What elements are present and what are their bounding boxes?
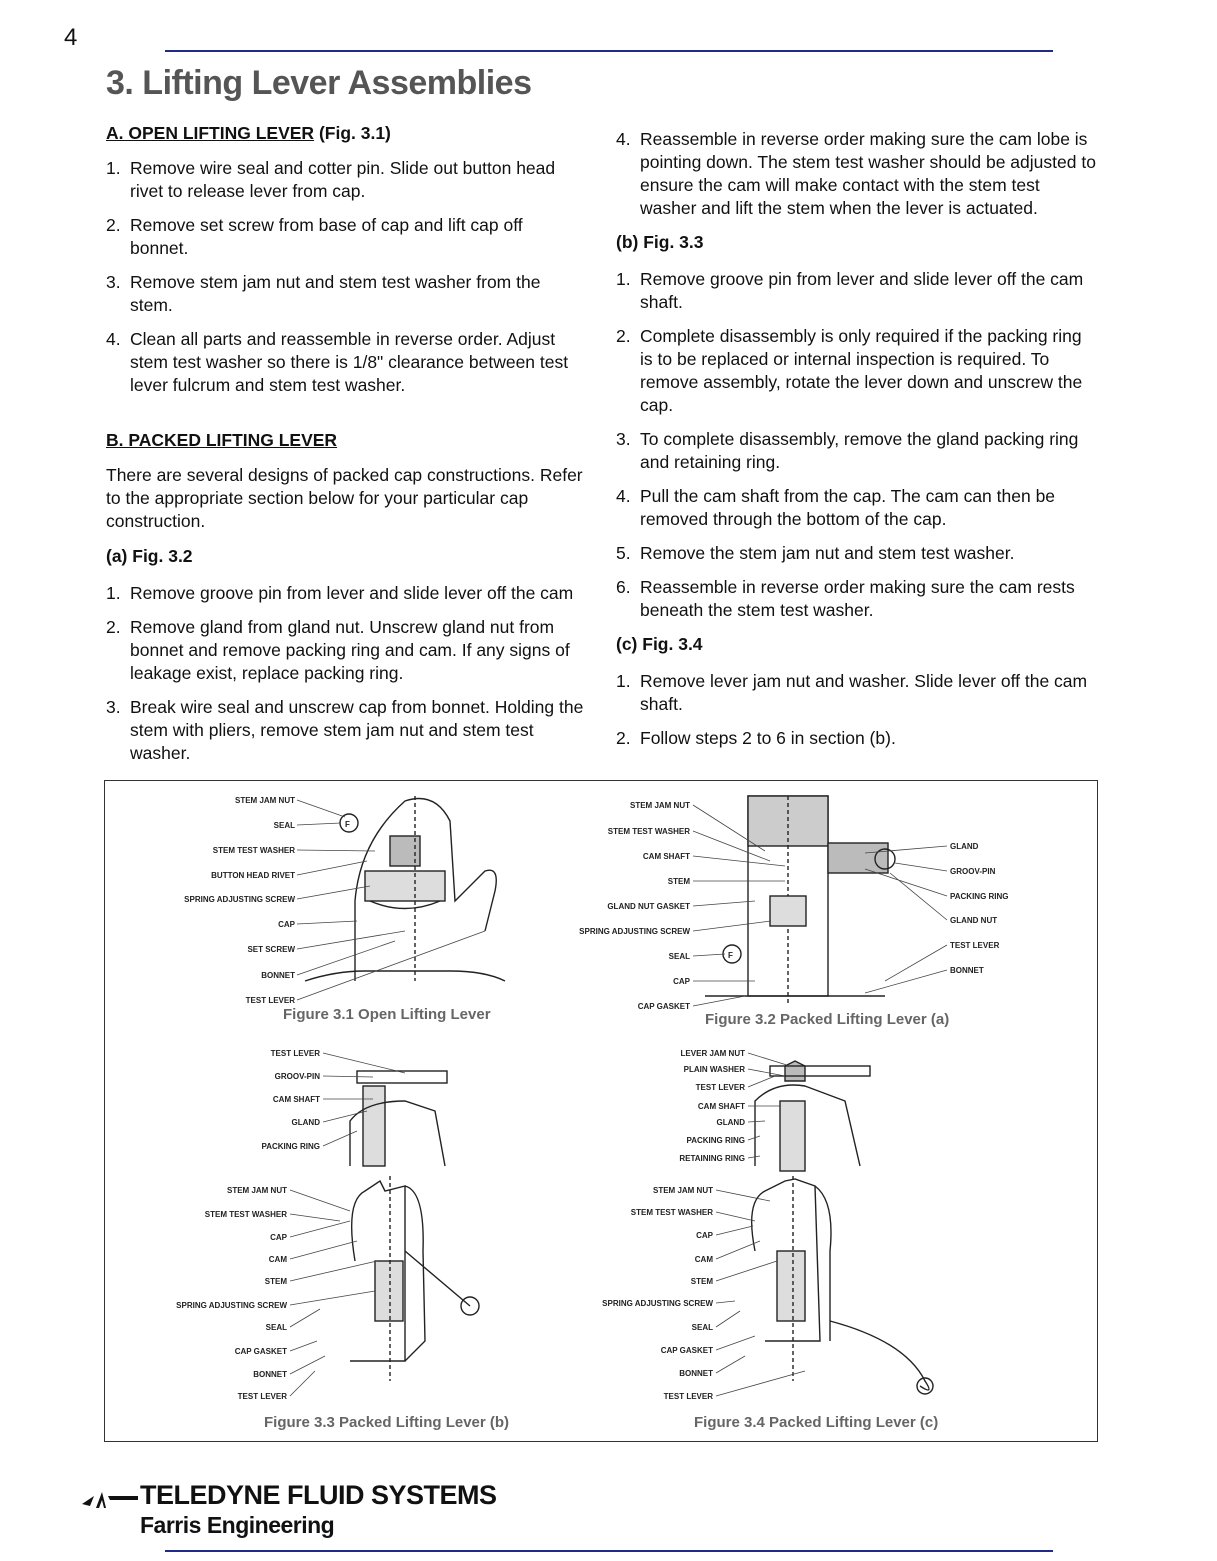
fig33-label: GLAND: [291, 1118, 320, 1127]
fig34-label: STEM TEST WASHER: [630, 1208, 713, 1217]
subsection-c-steps: [616, 670, 1098, 750]
fig33-label: STEM: [264, 1277, 287, 1286]
fig33-label: CAM SHAFT: [272, 1095, 320, 1104]
fig31-label: SEAL: [273, 821, 295, 830]
section-a-ref: (Fig. 3.1): [314, 123, 391, 143]
fig34-label: CAP: [696, 1231, 713, 1240]
fig34-label: TEST LEVER: [695, 1083, 745, 1092]
fig34-label: SPRING ADJUSTING SCREW: [602, 1299, 713, 1308]
fig34-label: CAP GASKET: [660, 1346, 713, 1355]
fig31-label: BUTTON HEAD RIVET: [211, 871, 295, 880]
fig32-label: STEM: [667, 877, 690, 886]
teledyne-logo-icon: [80, 1486, 140, 1516]
fig34-label: CAM: [694, 1255, 713, 1264]
list-item: 1. Remove lever jam nut and washer. Slide lever off the cam shaft.: [616, 671, 1088, 714]
fig33-drawing: [350, 1071, 479, 1381]
list-item: 4. Reassemble in reverse order making sure the cam lobe is pointing down. The stem test washer should be adjusted to ensure the cam will make contact with the stem test washer and lift the stem when the lever is actuated.: [616, 129, 1096, 218]
list-item: 2. Follow steps 2 to 6 in section (b).: [616, 728, 896, 748]
left-column: [106, 122, 584, 776]
fig32-label: GROOV-PIN: [950, 867, 996, 876]
fig32-label: GLAND NUT GASKET: [607, 902, 690, 911]
page-title: 3. Lifting Lever Assemblies: [106, 64, 532, 102]
figures-panel: [104, 780, 1098, 1442]
fig31-label: SET SCREW: [247, 945, 295, 954]
fig34-label: BONNET: [679, 1369, 713, 1378]
fig34-label: RETAINING RING: [679, 1154, 745, 1163]
subsection-a-steps-cont: [616, 128, 1098, 220]
fig31-drawing: [305, 796, 505, 981]
top-rule: [165, 50, 1053, 52]
list-item: 2. Remove set screw from base of cap and lift cap off bonnet.: [106, 215, 523, 258]
fig31-caption: Figure 3.1 Open Lifting Lever: [283, 1006, 491, 1023]
fig34-label: STEM: [690, 1277, 713, 1286]
fig33-label: STEM TEST WASHER: [204, 1210, 287, 1219]
fig34-caption: Figure 3.4 Packed Lifting Lever (c): [694, 1414, 939, 1431]
fig34-label: STEM JAM NUT: [653, 1186, 713, 1195]
list-item: 4. Pull the cam shaft from the cap. The cam can then be removed through the bottom of the cap.: [616, 486, 1056, 529]
subsection-c-heading: (c) Fig. 3.4: [616, 634, 703, 654]
list-item: 1. Remove groove pin from lever and slide lever off the cam: [106, 583, 574, 603]
fig33-label: CAM: [268, 1255, 287, 1264]
fig33-label: GROOV-PIN: [274, 1072, 320, 1081]
list-item: 3. To complete disassembly, remove the gland packing ring and retaining ring.: [616, 429, 1079, 472]
fig32-label: GLAND: [950, 842, 979, 851]
fig32-caption: Figure 3.2 Packed Lifting Lever (a): [705, 1011, 950, 1028]
fig31-label: BONNET: [261, 971, 295, 980]
fig32-label: PACKING RING: [950, 892, 1009, 901]
fig33-label: PACKING RING: [261, 1142, 320, 1151]
list-item: 6. Reassemble in reverse order making sure the cam rests beneath the stem test washer.: [616, 577, 1075, 620]
company-name: TELEDYNE FLUID SYSTEMS: [140, 1480, 497, 1510]
fig32-drawing: [705, 796, 895, 1006]
bottom-rule: [165, 1550, 1053, 1552]
fig32-label: BONNET: [950, 966, 984, 975]
fig33-label: SPRING ADJUSTING SCREW: [176, 1301, 287, 1310]
list-item: 4. Clean all parts and reassemble in reverse order. Adjust stem test washer so there is 1/8" clearance between test lever fulcrum and stem test washer.: [106, 329, 569, 395]
fig31-label: STEM TEST WASHER: [212, 846, 295, 855]
section-b-title: B. PACKED LIFTING LEVER: [106, 430, 338, 450]
fig31-label: TEST LEVER: [245, 996, 295, 1005]
subsection-b-steps: [616, 268, 1098, 622]
list-item: 1. Remove groove pin from lever and slide lever off the cam shaft.: [616, 269, 1084, 312]
fig34-label: PLAIN WASHER: [683, 1065, 745, 1074]
fig33-label: CAP: [270, 1233, 287, 1242]
fig33-labels-bottom: [176, 1186, 287, 1401]
division-name: Farris Engineering: [140, 1512, 335, 1538]
fig31-label: CAP: [278, 920, 295, 929]
section-b-intro: There are several designs of packed cap constructions. Refer to the appropriate section below for your particular cap construction.: [106, 465, 583, 531]
page-number: 4: [64, 24, 78, 51]
subsection-a-heading: (a) Fig. 3.2: [106, 546, 193, 566]
fig31-label: SPRING ADJUSTING SCREW: [184, 895, 295, 904]
list-item: 2. Complete disassembly is only required if the packing ring is to be replaced or internal inspection is required. To remove assembly, rotate the lever down and unscrew the cap.: [616, 326, 1083, 415]
list-item: 2. Remove gland from gland nut. Unscrew gland nut from bonnet and remove packing ring and cam. If any signs of leakage exist, replace packing ring.: [106, 617, 570, 683]
fig34-label: LEVER JAM NUT: [680, 1049, 745, 1058]
list-item: 1. Remove wire seal and cotter pin. Slide out button head rivet to release lever from cap.: [106, 158, 556, 201]
fig32-label: TEST LEVER: [950, 941, 1000, 950]
fig34-labels-top: [679, 1049, 745, 1163]
fig33-leaders: [290, 1053, 405, 1396]
fig33-label: STEM JAM NUT: [227, 1186, 287, 1195]
fig31-labels: [184, 796, 295, 1005]
figures-drawing: [105, 781, 1097, 1441]
fig32-label: CAP GASKET: [637, 1002, 690, 1011]
fig32-label: CAM SHAFT: [642, 852, 690, 861]
fig34-drawing: [752, 1061, 933, 1394]
fig34-label: GLAND: [716, 1118, 745, 1127]
fig31-label: STEM JAM NUT: [235, 796, 295, 805]
fig33-label: TEST LEVER: [237, 1392, 287, 1401]
section-b-heading: [106, 429, 584, 452]
fig34-labels-bottom: [602, 1186, 713, 1401]
fig32-label: STEM TEST WASHER: [607, 827, 690, 836]
subsection-b-heading: (b) Fig. 3.3: [616, 232, 704, 252]
fig33-label: CAP GASKET: [234, 1347, 287, 1356]
right-column: [616, 128, 1098, 761]
section-a-title: A. OPEN LIFTING LEVER: [106, 123, 315, 143]
fig33-labels-top: [261, 1049, 320, 1151]
fig32-label: GLAND NUT: [950, 916, 998, 925]
fig32-label: SEAL: [668, 952, 690, 961]
fig33-label: BONNET: [253, 1370, 287, 1379]
svg-text:F: F: [345, 820, 350, 829]
fig34-label: TEST LEVER: [663, 1392, 713, 1401]
subsection-a-steps: [106, 582, 584, 765]
fig34-label: PACKING RING: [686, 1136, 745, 1145]
fig32-label: STEM JAM NUT: [630, 801, 690, 810]
list-item: 5. Remove the stem jam nut and stem test washer.: [616, 543, 1015, 563]
fig32-labels-right: [950, 842, 1009, 975]
fig32-labels-left: [579, 801, 690, 1011]
fig33-caption: Figure 3.3 Packed Lifting Lever (b): [264, 1414, 510, 1431]
list-item: 3. Break wire seal and unscrew cap from bonnet. Holding the stem with pliers, remove stem jam nut and stem test washer.: [106, 697, 584, 763]
fig33-label: SEAL: [265, 1323, 287, 1332]
list-item: 3. Remove stem jam nut and stem test washer from the stem.: [106, 272, 541, 315]
fig32-label: CAP: [673, 977, 690, 986]
fig34-label: SEAL: [691, 1323, 713, 1332]
section-a-heading: [106, 122, 584, 145]
fig32-label: SPRING ADJUSTING SCREW: [579, 927, 690, 936]
fig34-label: CAM SHAFT: [697, 1102, 745, 1111]
fig33-label: TEST LEVER: [270, 1049, 320, 1058]
svg-text:F: F: [728, 951, 733, 960]
section-a-steps: [106, 157, 584, 397]
